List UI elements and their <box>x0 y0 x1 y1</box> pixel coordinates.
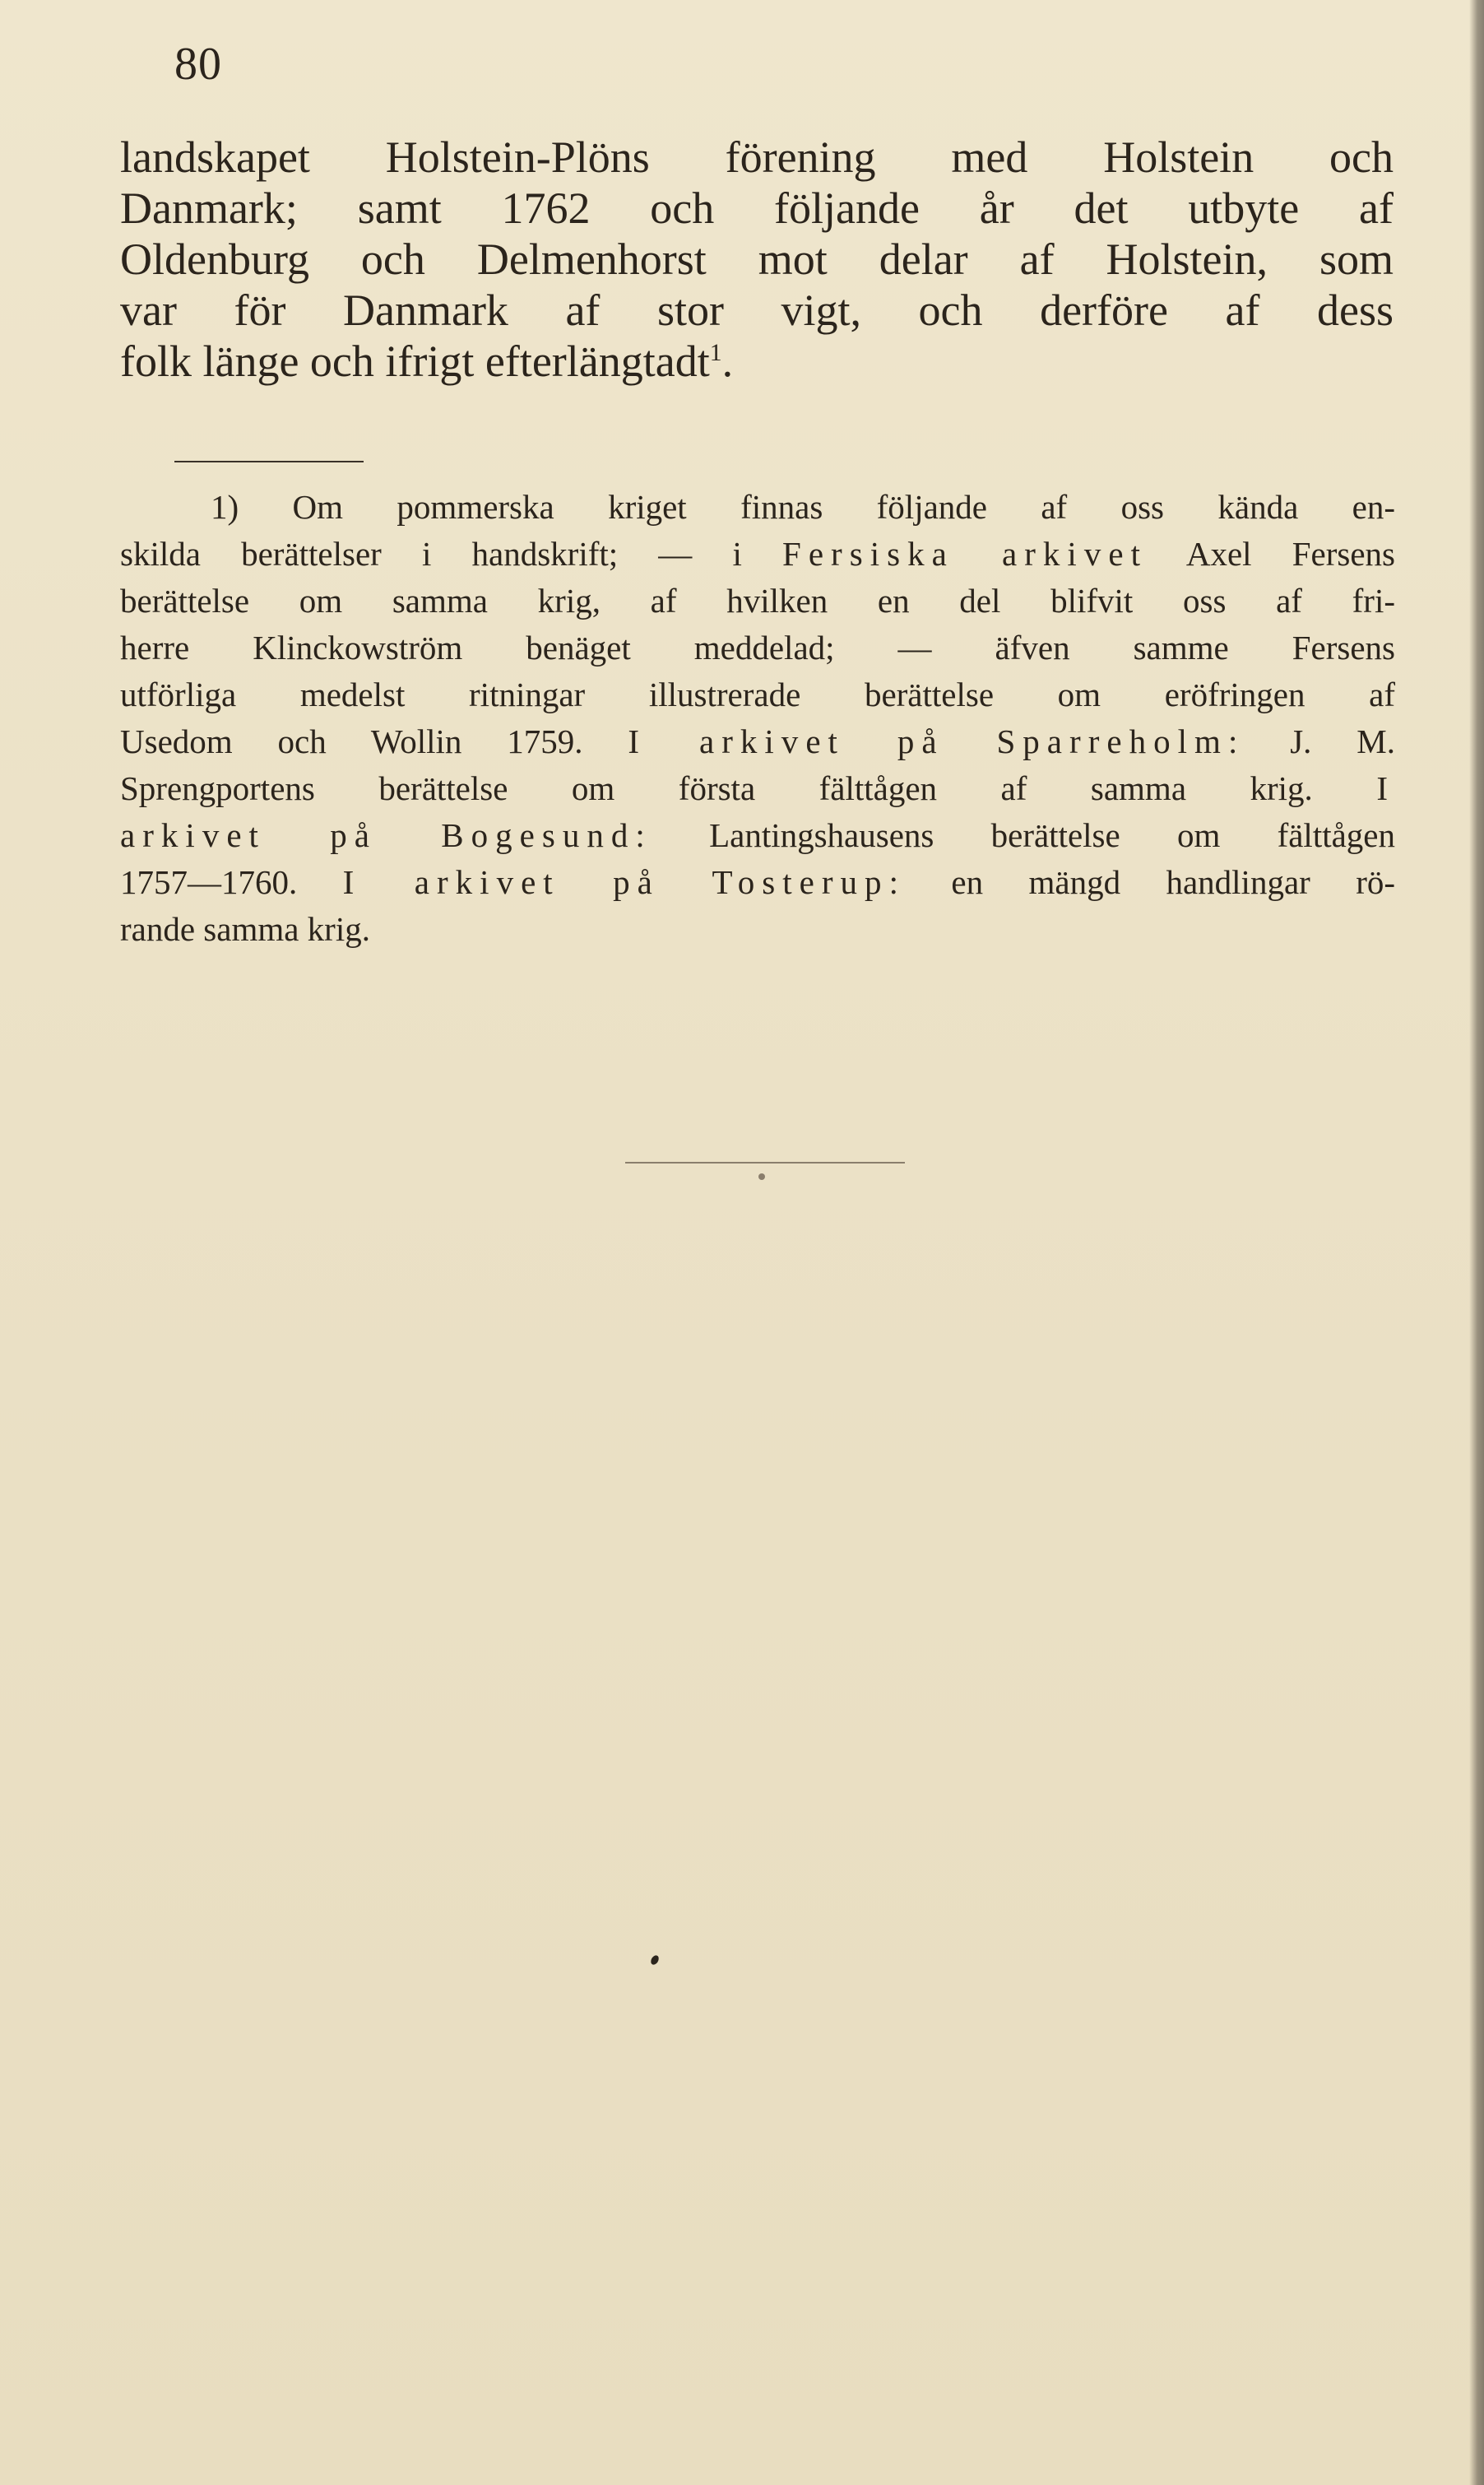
footnote-text: utförliga medelst ritningar illustrerade berättelse om eröfringen af <box>120 676 1395 713</box>
footnote-spaced-text: I <box>1376 769 1395 807</box>
footnote-text: en mängd handlingar rö- <box>906 863 1396 901</box>
page-edge-shadow <box>1469 0 1484 2485</box>
footnote-line <box>120 906 1395 953</box>
body-line: var för Danmark af stor vigt, och derföre af dess <box>120 286 1394 335</box>
footnote-line <box>120 812 1395 859</box>
footnote-text: Lantingshausens berättelse om fälttågen <box>652 816 1395 854</box>
footnote-text: Axel Fersens <box>1147 535 1395 573</box>
footnote-text: Sprengportens berättelse om första fälttågen af samma krig. <box>120 769 1377 807</box>
footnote-line <box>120 625 1395 671</box>
end-dot <box>758 1173 765 1180</box>
footnote-separator <box>174 461 364 462</box>
body-line: landskapet Holstein-Plöns förening med Holstein och <box>120 132 1394 182</box>
page-number: 80 <box>174 39 222 90</box>
footnote-line <box>120 859 1395 906</box>
footnote-line <box>120 718 1395 765</box>
footnote-text: Usedom och Wollin 1759. <box>120 722 628 760</box>
footnote-line <box>120 484 1395 531</box>
end-rule <box>625 1162 905 1164</box>
footnote-line <box>120 531 1395 578</box>
footnote-reference: 1 <box>709 340 722 366</box>
footnote-text: herre Klinckowström benäget meddelad; — äfven samme Fersens <box>120 629 1395 667</box>
footnote-text: berättelse om samma krig, af hvilken en del blifvit oss af fri- <box>120 582 1395 620</box>
footnote-line <box>120 765 1395 812</box>
footnote-text: Om pommerska kriget finnas följande af oss kända en- <box>292 488 1395 526</box>
footnote-spaced-text: Fersiska arkivet <box>782 535 1148 573</box>
footnote-line <box>120 578 1395 625</box>
footnote-text: rande samma krig. <box>120 910 370 948</box>
footnote-text: J. M. <box>1245 722 1395 760</box>
body-paragraph <box>120 132 1394 387</box>
footnote-spaced-text: arkivet på Bogesund: <box>120 816 652 854</box>
footnote <box>120 484 1395 953</box>
footnote-line <box>120 671 1395 718</box>
footnote-marker: 1) <box>211 488 239 526</box>
body-line-text: folk länge och ifrigt efterlängtadt <box>120 337 710 386</box>
footnote-text: skilda berättelser i handskrift; — i <box>120 535 783 573</box>
body-line: Oldenburg och Delmenhorst mot delar af Holstein, som <box>120 235 1394 284</box>
footnote-spaced-text: I arkivet på Sparreholm: <box>628 722 1245 760</box>
ink-speck <box>649 1954 660 1967</box>
body-line-last <box>120 336 1394 387</box>
footnote-spaced-text: I arkivet på Tosterup: <box>342 863 906 901</box>
body-line-end: . <box>721 337 734 386</box>
footnote-text: 1757—1760. <box>120 863 343 901</box>
body-line: Danmark; samt 1762 och följande år det utbyte af <box>120 183 1394 233</box>
